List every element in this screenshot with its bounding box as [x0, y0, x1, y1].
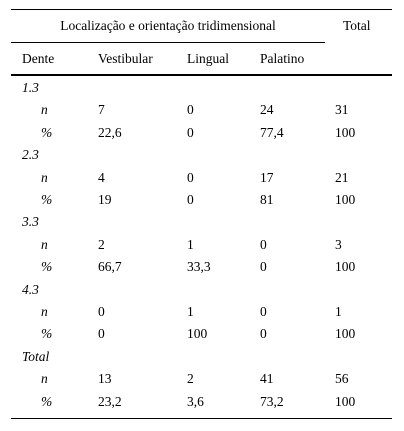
section-row: [0, 347, 404, 369]
table-cell: 100: [335, 192, 356, 207]
section-label: 4.3: [22, 281, 39, 297]
table-row: [0, 324, 404, 346]
total-header: Total: [343, 18, 371, 33]
section-row: [0, 212, 404, 234]
table-cell: 0: [187, 124, 194, 140]
section-row: [0, 145, 404, 167]
table-cell: 19: [98, 192, 112, 207]
table-cell: 7: [98, 102, 105, 118]
table-row: [0, 123, 404, 145]
table-cell: 77,4: [260, 124, 284, 140]
table-cell: 100: [335, 326, 356, 342]
section-label: 3.3: [22, 214, 39, 230]
group-header-rule: [11, 42, 325, 43]
row-label: %: [41, 393, 53, 409]
table-row: [0, 168, 404, 190]
table-cell: 1: [335, 304, 342, 319]
table-row: [0, 302, 404, 324]
table-row: [0, 190, 404, 212]
row-label: %: [41, 326, 53, 342]
table-cell: 0: [98, 326, 105, 342]
section-row: [0, 280, 404, 302]
table-cell: 0: [260, 326, 267, 342]
row-label: n: [41, 304, 48, 319]
section-row: [0, 78, 404, 100]
table-cell: 13: [98, 371, 112, 387]
table-cell: 3,6: [187, 393, 204, 409]
table-cell: 21: [335, 169, 349, 185]
table-row: [0, 257, 404, 279]
column-header-lingual: Lingual: [187, 51, 229, 66]
table-cell: 41: [260, 371, 274, 387]
table-cell: 0: [187, 102, 194, 118]
table-bottom-rule: [11, 418, 392, 419]
table-cell: 22,6: [98, 124, 122, 140]
table-cell: 100: [335, 124, 356, 140]
table-cell: 81: [260, 192, 274, 207]
table-cell: 31: [335, 102, 349, 118]
group-header: Localização e orientação tridimensional: [60, 18, 276, 33]
header-rule: [11, 74, 392, 76]
row-label: n: [41, 371, 48, 387]
table-cell: 100: [187, 326, 208, 342]
table-cell: 100: [335, 393, 356, 409]
table-cell: 56: [335, 371, 349, 387]
table-cell: 100: [335, 259, 356, 275]
column-header-palatino: Palatino: [260, 51, 305, 66]
table-cell: 17: [260, 169, 274, 185]
section-label: 1.3: [22, 80, 39, 95]
table-cell: 2: [187, 371, 194, 387]
table-cell: 1: [187, 304, 194, 319]
row-label: n: [41, 169, 48, 185]
table-row: [0, 369, 404, 391]
row-label: n: [41, 102, 48, 118]
table-cell: 0: [187, 192, 194, 207]
table-row: [0, 235, 404, 257]
row-label: n: [41, 236, 48, 252]
table-row: [0, 392, 404, 414]
table-cell: 66,7: [98, 259, 122, 275]
column-header-dente: Dente: [22, 51, 55, 66]
table-top-rule: [11, 9, 392, 10]
table-cell: 1: [187, 236, 194, 252]
table-cell: 2: [98, 236, 105, 252]
section-label: 2.3: [22, 147, 39, 163]
row-label: %: [41, 259, 53, 275]
column-header-vestibular: Vestibular: [98, 51, 153, 66]
table-cell: 0: [260, 304, 267, 319]
row-label: %: [41, 192, 53, 207]
table-cell: 0: [187, 169, 194, 185]
table-cell: 0: [98, 304, 105, 319]
table-cell: 0: [260, 236, 267, 252]
table-row: [0, 100, 404, 122]
table-cell: 33,3: [187, 259, 211, 275]
table-cell: 3: [335, 236, 342, 252]
table-cell: 4: [98, 169, 105, 185]
row-label: %: [41, 124, 53, 140]
table-cell: 24: [260, 102, 274, 118]
section-label: Total: [22, 348, 50, 364]
table-cell: 23,2: [98, 393, 122, 409]
table-cell: 0: [260, 259, 267, 275]
table-cell: 73,2: [260, 393, 284, 409]
